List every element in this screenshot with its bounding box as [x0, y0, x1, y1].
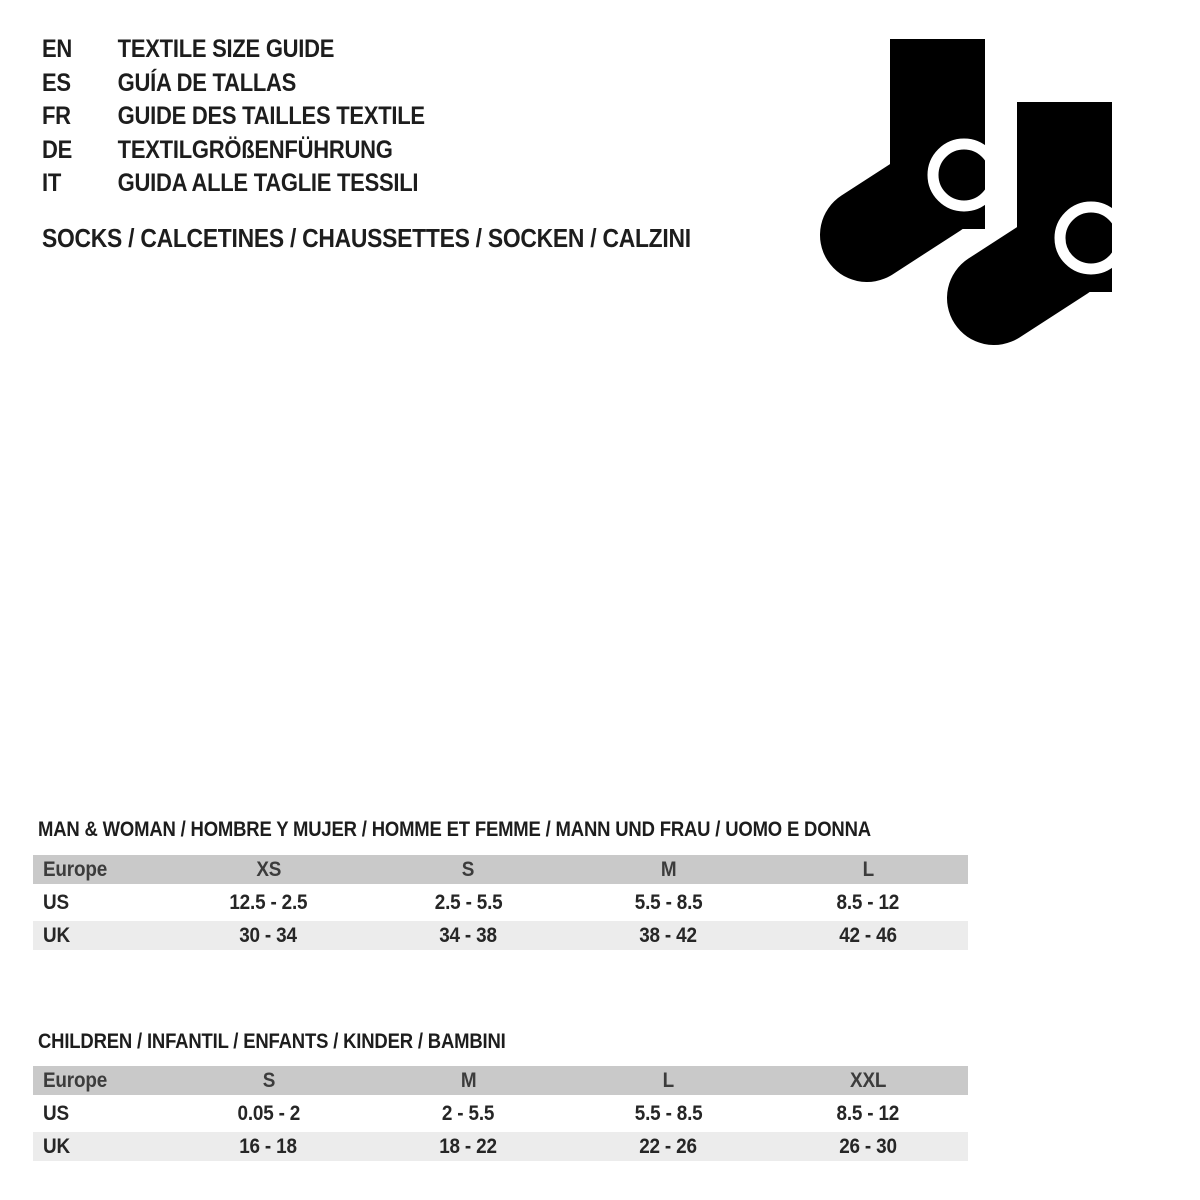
language-row: [42, 100, 425, 134]
sock-right: [994, 102, 1122, 298]
category-title: SOCKS / CALCETINES / CHAUSSETTES / SOCKEN / CALZINI: [42, 223, 691, 253]
language-row: [42, 67, 425, 101]
socks-icon: [815, 35, 1125, 355]
value-cell: 12.5 - 2.5: [229, 890, 308, 914]
value-cell: 22 - 26: [639, 1134, 697, 1158]
sock-left: [867, 39, 995, 235]
language-code: ES: [42, 68, 71, 97]
value-cell: 2.5 - 5.5: [434, 890, 503, 914]
header-cell-size: M: [460, 1068, 477, 1092]
language-code: IT: [42, 169, 62, 198]
language-code: DE: [42, 135, 73, 164]
header-cell-region: Europe: [43, 1068, 108, 1092]
row-label-cell: UK: [43, 923, 70, 947]
table-row-us: [33, 888, 968, 917]
header-cell-size: M: [660, 857, 676, 881]
table-row-uk: [33, 1132, 968, 1161]
value-cell: 2 - 5.5: [442, 1101, 495, 1125]
value-cell: 26 - 30: [839, 1134, 897, 1158]
language-code: FR: [42, 102, 71, 131]
size-table-children: [33, 1066, 968, 1165]
value-cell: 5.5 - 8.5: [634, 1101, 703, 1125]
header-cell-size: L: [662, 1068, 674, 1092]
language-list: [42, 33, 425, 201]
value-cell: 5.5 - 8.5: [634, 890, 703, 914]
language-row: [42, 167, 425, 201]
row-label-cell: US: [43, 890, 69, 914]
header-cell-size: S: [262, 1068, 275, 1092]
table-title-man-woman: MAN & WOMAN / HOMBRE Y MUJER / HOMME ET FEMME / MANN UND FRAU / UOMO E DONNA: [38, 818, 871, 841]
table-header-row: [33, 1066, 968, 1095]
value-cell: 42 - 46: [839, 923, 897, 947]
header-cell-size: S: [462, 857, 475, 881]
value-cell: 34 - 38: [439, 923, 498, 947]
value-cell: 16 - 18: [239, 1134, 298, 1158]
language-label: GUIDA ALLE TAGLIE TESSILI: [117, 169, 419, 198]
language-row: [42, 134, 425, 168]
size-table-man-woman: [33, 855, 968, 954]
row-label-cell: UK: [43, 1134, 70, 1158]
header-cell-size: XS: [256, 857, 281, 881]
table-title-children: CHILDREN / INFANTIL / ENFANTS / KINDER / BAMBINI: [38, 1030, 506, 1053]
value-cell: 18 - 22: [439, 1134, 498, 1158]
language-label: GUÍA DE TALLAS: [117, 68, 297, 97]
value-cell: 8.5 - 12: [836, 890, 900, 914]
language-label: GUIDE DES TAILLES TEXTILE: [117, 102, 425, 131]
header-cell-region: Europe: [43, 857, 108, 881]
header-cell-size: XXL: [849, 1068, 887, 1092]
table-header-row: [33, 855, 968, 884]
language-label: TEXTILE SIZE GUIDE: [117, 35, 335, 64]
language-label: TEXTILGRÖßENFÜHRUNG: [117, 135, 393, 164]
row-label-cell: US: [43, 1101, 69, 1125]
value-cell: 8.5 - 12: [836, 1101, 900, 1125]
header-cell-size: L: [862, 857, 874, 881]
value-cell: 38 - 42: [639, 923, 697, 947]
table-row-uk: [33, 921, 968, 950]
table-row-us: [33, 1099, 968, 1128]
value-cell: 0.05 - 2: [237, 1101, 300, 1125]
language-row: [42, 33, 425, 67]
value-cell: 30 - 34: [239, 923, 298, 947]
language-code: EN: [42, 35, 73, 64]
